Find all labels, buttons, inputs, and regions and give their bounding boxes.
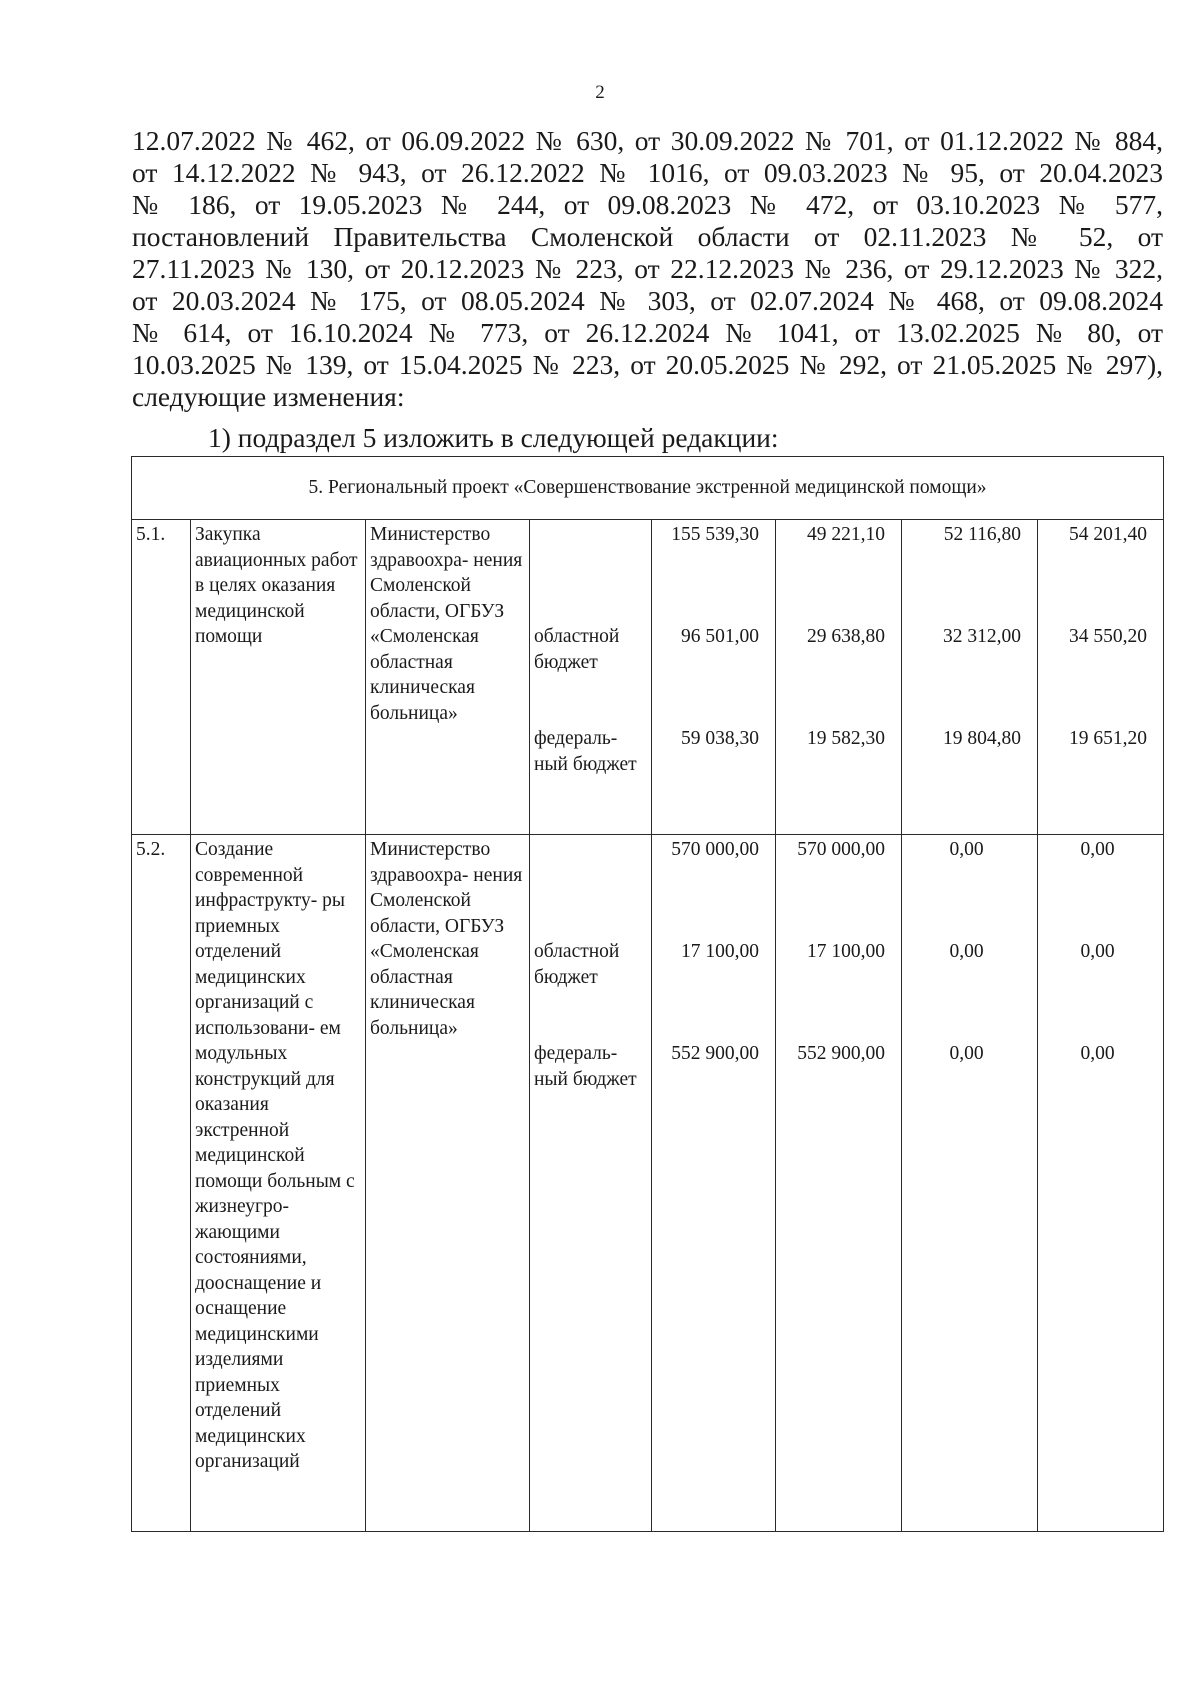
activity-name-cell	[191, 520, 366, 835]
row-number-cell	[132, 520, 191, 835]
executor: Министерство здравоохра- нения Смоленской области, ОГБУЗ «Смоленская областная клиническая больница»	[370, 524, 523, 724]
subsection-instruction: 1) подраздел 5 изложить в следующей редакции:	[208, 422, 779, 453]
intro-line: постановлений Правительства Смоленской области от 02.11.2023 № 52, от	[132, 221, 1163, 252]
amount-value: 49 221,10	[807, 524, 885, 545]
amount-value: 19 804,80	[943, 728, 1021, 749]
total-amount-cell	[652, 520, 776, 835]
executor: Министерство здравоохра- нения Смоленской области, ОГБУЗ «Смоленская областная клиническая больница»	[370, 839, 523, 1039]
row-number: 5.2.	[136, 839, 166, 860]
funding-source: областной бюджет	[534, 941, 620, 988]
amount-value: 0,00	[949, 1043, 984, 1064]
funding-source-cell	[530, 835, 652, 1532]
amount-value: 155 539,30	[671, 524, 759, 545]
year1-amount-cell	[776, 520, 902, 835]
amount-value: 32 312,00	[943, 626, 1021, 647]
amount-value: 570 000,00	[671, 839, 759, 860]
year2-amount-cell	[902, 520, 1038, 835]
amount-value: 570 000,00	[797, 839, 885, 860]
amount-value: 34 550,20	[1069, 626, 1148, 647]
amount-value: 0,00	[1080, 941, 1115, 962]
funding-source: федераль- ный бюджет	[534, 728, 637, 775]
intro-line: от 20.03.2024 № 175, от 08.05.2024 № 303, от 02.07.2024 № 468, от 09.08.2024	[132, 285, 1163, 316]
table-title-row	[132, 457, 1164, 520]
amount-value: 17 100,00	[807, 941, 885, 962]
amount-value: 17 100,00	[681, 941, 759, 962]
amount-value: 0,00	[1080, 839, 1115, 860]
funding-source: федераль- ный бюджет	[534, 1043, 637, 1090]
intro-line: следующие изменения:	[132, 381, 405, 412]
amount-value: 552 900,00	[797, 1043, 885, 1064]
intro-line: от 14.12.2022 № 943, от 26.12.2022 № 1016, от 09.03.2023 № 95, от 20.04.2023	[132, 157, 1163, 188]
activity-name: Создание современной инфраструкту- ры приемных отделений медицинских организаций с использовани- ем модульных конструкций для оказания экстренной медицинской помощи больным с жизнеугро- жающими состояниями, дооснащение и оснащение медицинскими изделиями приемных отделений медицинских организаций	[195, 839, 355, 1472]
amount-value: 29 638,80	[807, 626, 885, 647]
intro-paragraph	[132, 125, 1163, 413]
amount-value: 52 116,80	[943, 524, 1021, 545]
intro-line: 10.03.2025 № 139, от 15.04.2025 № 223, от 20.05.2025 № 292, от 21.05.2025 № 297),	[132, 349, 1163, 380]
executor-cell	[366, 520, 530, 835]
intro-line: 27.11.2023 № 130, от 20.12.2023 № 223, от 22.12.2023 № 236, от 29.12.2023 № 322,	[132, 253, 1163, 284]
funding-source	[534, 837, 647, 939]
activity-name-cell	[191, 835, 366, 1532]
year3-amount-cell	[1038, 835, 1164, 1532]
amount-value: 59 038,30	[681, 728, 759, 749]
amount-value: 96 501,00	[681, 626, 759, 647]
executor-cell	[366, 835, 530, 1532]
intro-line: 12.07.2022 № 462, от 06.09.2022 № 630, от 30.09.2022 № 701, от 01.12.2022 № 884,	[132, 125, 1163, 156]
total-amount-cell	[652, 835, 776, 1532]
intro-line: № 614, от 16.10.2024 № 773, от 26.12.2024 № 1041, от 13.02.2025 № 80, от	[132, 317, 1163, 348]
funding-source: областной бюджет	[534, 626, 620, 673]
amount-value: 552 900,00	[671, 1043, 759, 1064]
year2-amount-cell	[902, 835, 1038, 1532]
intro-line: № 186, от 19.05.2023 № 244, от 09.08.2023 № 472, от 03.10.2023 № 577,	[132, 189, 1163, 220]
table-row	[132, 520, 1164, 835]
year3-amount-cell	[1038, 520, 1164, 835]
year1-amount-cell	[776, 835, 902, 1532]
row-number-cell	[132, 835, 191, 1532]
amount-value: 54 201,40	[1069, 524, 1148, 545]
amount-value: 0,00	[1080, 1043, 1115, 1064]
amount-value: 19 582,30	[807, 728, 885, 749]
table-title: 5. Региональный проект «Совершенствование экстренной медицинской помощи»	[132, 457, 1164, 520]
page-number: 2	[595, 82, 605, 103]
activity-name: Закупка авиационных работ в целях оказания медицинской помощи	[195, 524, 358, 647]
project-budget-table	[131, 456, 1164, 1532]
row-number: 5.1.	[136, 524, 166, 545]
amount-value: 0,00	[949, 839, 984, 860]
funding-source	[534, 522, 647, 624]
table-row	[132, 835, 1164, 1532]
amount-value: 19 651,20	[1069, 728, 1148, 749]
funding-source-cell	[530, 520, 652, 835]
amount-value: 0,00	[949, 941, 984, 962]
